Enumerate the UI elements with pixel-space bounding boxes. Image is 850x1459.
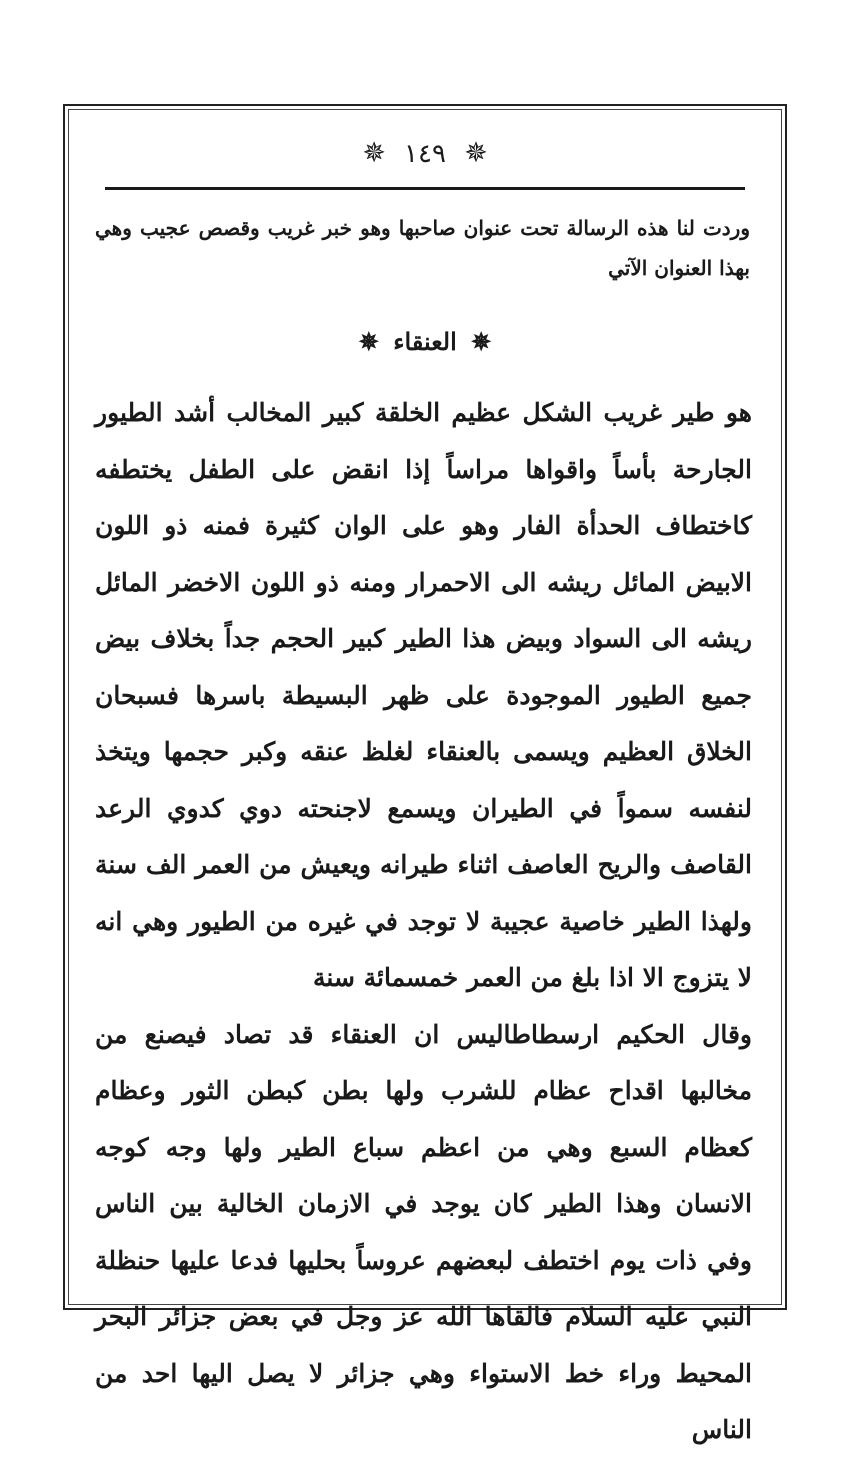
star-ornament-icon: ✵: [358, 327, 379, 356]
section-heading: [100, 318, 750, 366]
paragraph: وقال الحكيم ارسطاطاليس ان العنقاء قد تصاد فيصنع من مخالبها اقداح عظام للشرب ولها بطن كبطن الثور وعظام كعظام السبع وهي من اعظم سباع الطير ولها وجه كوجه الانسان وهذا الطير كان يوجد في الازمان الخالية بين الناس وفي ذات يوم اختطف لبعضهم عروساً بحليها فدعا عليها حنظلة النبي عليه السلام فالقاها الله عز وجل في بعض جزائر البحر المحيط وراء خط الاستواء وهي جزائر لا يصل اليها احد من الناس: [95, 1019, 752, 1444]
page-number: ١٤٩: [404, 139, 446, 169]
body-text: [95, 385, 752, 1459]
intro-text: وردت لنا هذه الرسالة تحت عنوان صاحبها وهو خبر غريب وقصص عجيب وهي بهذا العنوان الآتي: [95, 216, 750, 280]
star-ornament-icon: ✵: [464, 136, 488, 169]
page-header: [100, 128, 750, 178]
paragraph: هو طير غريب الشكل عظيم الخلقة كبير المخالب أشد الطيور الجارحة بأساً واقواها مراساً إذا انقض على الطفل يختطفه كاختطاف الحدأة الفار وهو على الوان كثيرة فمنه ذو اللون الابيض المائل ريشه الى الاحمرار ومنه ذو اللون الاخضر المائل ريشه الى السواد وبيض هذا الطير كبير الحجم جداً بخلاف بيض جميع الطيور الموجودة على ظهر البسيطة باسرها فسبحان الخلاق العظيم ويسمى بالعنقاء لغلظ عنقه وكبر حجمها ويتخذ لنفسه سمواً في الطيران ويسمع لاجنحته دوي كدوي الرعد القاصف والريح العاصف اثناء طيرانه ويعيش من العمر الف سنة ولهذا الطير خاصية عجيبة لا توجد في غيره من الطيور وهي انه لا يتزوج الا اذا بلغ من العمر خمسمائة سنة: [95, 398, 752, 992]
header-rule: [105, 187, 745, 190]
star-ornament-icon: ✵: [362, 136, 386, 169]
star-ornament-icon: ✵: [471, 327, 492, 356]
section-title: العنقاء: [393, 327, 457, 356]
